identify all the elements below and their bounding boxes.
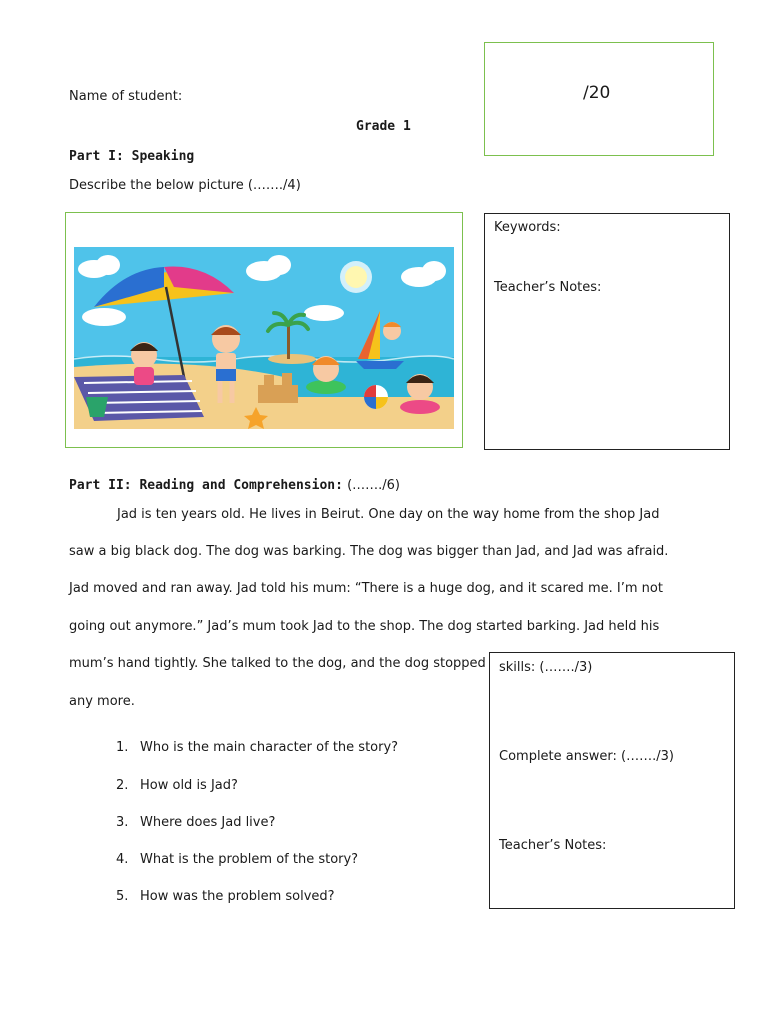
question-text: Who is the main character of the story? bbox=[140, 740, 399, 755]
part-two-title: Part II: Reading and Comprehension: bbox=[69, 478, 343, 493]
picture-frame bbox=[65, 212, 463, 448]
question-text: Where does Jad live? bbox=[140, 815, 276, 830]
part-one-title: Part I: Speaking bbox=[69, 149, 195, 164]
question-number: 3. bbox=[116, 815, 129, 830]
speaking-teacher-notes-label: Teacher’s Notes: bbox=[494, 280, 602, 295]
question-text: What is the problem of the story? bbox=[140, 852, 359, 867]
total-score: /20 bbox=[583, 83, 611, 103]
list-item bbox=[116, 740, 398, 755]
name-of-student-label: Name of student: bbox=[69, 89, 183, 104]
list-item bbox=[116, 852, 358, 867]
passage-line: any more. bbox=[69, 694, 135, 709]
keywords-label: Keywords: bbox=[494, 220, 561, 235]
question-text: How old is Jad? bbox=[140, 778, 238, 793]
question-number: 5. bbox=[116, 889, 129, 904]
passage-line: mum’s hand tightly. She talked to the dog, and the dog stopped bbox=[69, 656, 486, 671]
question-number: 2. bbox=[116, 778, 129, 793]
beach-scene-illustration-icon bbox=[74, 247, 454, 429]
list-item bbox=[116, 778, 238, 793]
list-item bbox=[116, 889, 335, 904]
part-two-heading bbox=[69, 478, 400, 493]
list-item bbox=[116, 815, 275, 830]
question-text: How was the problem solved? bbox=[140, 889, 335, 904]
passage-line: Jad moved and ran away. Jad told his mum: “There is a huge dog, and it scared me. I’m not bbox=[69, 581, 663, 596]
part-one-instruction: Describe the below picture (……./4) bbox=[69, 178, 301, 193]
total-score-box bbox=[484, 42, 714, 156]
question-number: 4. bbox=[116, 852, 129, 867]
passage-line: saw a big black dog. The dog was barking. The dog was bigger than Jad, and Jad was afraid. bbox=[69, 544, 669, 559]
question-number: 1. bbox=[116, 740, 129, 755]
passage-line: Jad is ten years old. He lives in Beirut. One day on the way home from the shop Jad bbox=[117, 507, 660, 522]
complete-answer-label: Complete answer: (……./3) bbox=[499, 749, 674, 764]
grade-label: Grade 1 bbox=[356, 119, 411, 134]
reading-assessment-box bbox=[489, 652, 735, 909]
reading-teacher-notes-label: Teacher’s Notes: bbox=[499, 838, 607, 853]
speaking-notes-box bbox=[484, 213, 730, 450]
part-two-score: (……./6) bbox=[347, 478, 401, 493]
skills-label: skills: (……./3) bbox=[499, 660, 593, 675]
passage-line: going out anymore.” Jad’s mum took Jad to the shop. The dog started barking. Jad held his bbox=[69, 619, 660, 634]
